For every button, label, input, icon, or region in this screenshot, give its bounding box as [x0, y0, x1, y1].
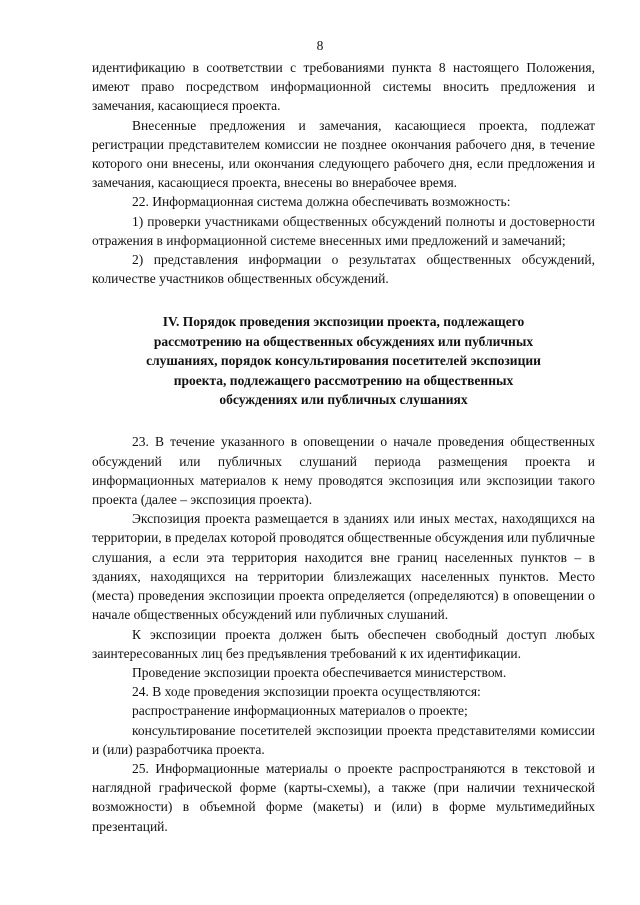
paragraph: 2) представления информации о результатах общественных обсуждений, количестве участников общественных обсуждений. — [92, 252, 595, 287]
paragraph: Проведение экспозиции проекта обеспечивается министерством. — [132, 664, 507, 680]
paragraph: 24. В ходе проведения экспозиции проекта осуществляются: — [132, 684, 481, 700]
paragraph: Внесенные предложения и замечания, касающиеся проекта, подлежат регистрации представителем комиссии не позднее окончания рабочего дня, в течение которого они внесены, или окончания следующего рабочего дня, если предложения и замечания, касающиеся проекта, внесены во внерабочее время. — [92, 117, 595, 191]
paragraph: 25. Информационные материалы о проекте распространяются в текстовой и наглядной графической форме (карты-схемы), а также (при наличии технической возможности) в объемной форме (макеты) и (или) в форме мультимедийных презентаций. — [92, 760, 595, 834]
section-heading — [92, 312, 595, 409]
paragraph: Экспозиция проекта размещается в зданиях или иных местах, находящихся на территории, в пределах которой проводятся общественные обсуждения или публичные слушания, а если эта территория находится вне границ населенных пунктов – в зданиях, находящихся на территории близлежащих населенных пунктов. Место (места) проведения экспозиции проекта определяется (определяются) в оповещении о начале общественных обсуждений или публичных слушаний. — [92, 511, 595, 623]
section-heading-line: слушаниях, порядок консультирования посетителей экспозиции — [146, 353, 541, 369]
paragraph: К экспозиции проекта должен быть обеспечен свободный доступ любых заинтересованных лиц без предъявления требований к их идентификации. — [92, 626, 595, 661]
section-heading-line: обсуждениях или публичных слушаниях — [219, 392, 468, 408]
paragraph: 22. Информационная система должна обеспечивать возможность: — [132, 194, 511, 210]
section-heading-line: IV. Порядок проведения экспозиции проекта, подлежащего — [162, 314, 525, 330]
paragraph: идентификацию в соответствии с требованиями пункта 8 настоящего Положения, имеют право посредством информационной системы вносить предложения и замечания, касающиеся проекта. — [92, 60, 595, 114]
paragraph: консультирование посетителей экспозиции проекта представителями комиссии и (или) разработчика проекта. — [92, 722, 595, 757]
paragraph: 1) проверки участниками общественных обсуждений полноты и достоверности отражения в информационной системе внесенных ими предложений и замечаний; — [92, 213, 595, 248]
paragraph: распространение информационных материалов о проекте; — [132, 703, 468, 719]
paragraph: 23. В течение указанного в оповещении о начале проведения общественных обсуждений или публичных слушаний периода размещения проекта и информационных материалов к нему проводятся экспозиция или экспозиции такого проекта (далее – экспозиция проекта). — [92, 434, 595, 508]
section-heading-line: рассмотрению на общественных обсуждениях или публичных — [153, 333, 534, 349]
document-body — [92, 58, 595, 836]
section-heading-line: проекта, подлежащего рассмотрению на общественных — [173, 372, 514, 388]
page-number: 8 — [316, 38, 324, 53]
